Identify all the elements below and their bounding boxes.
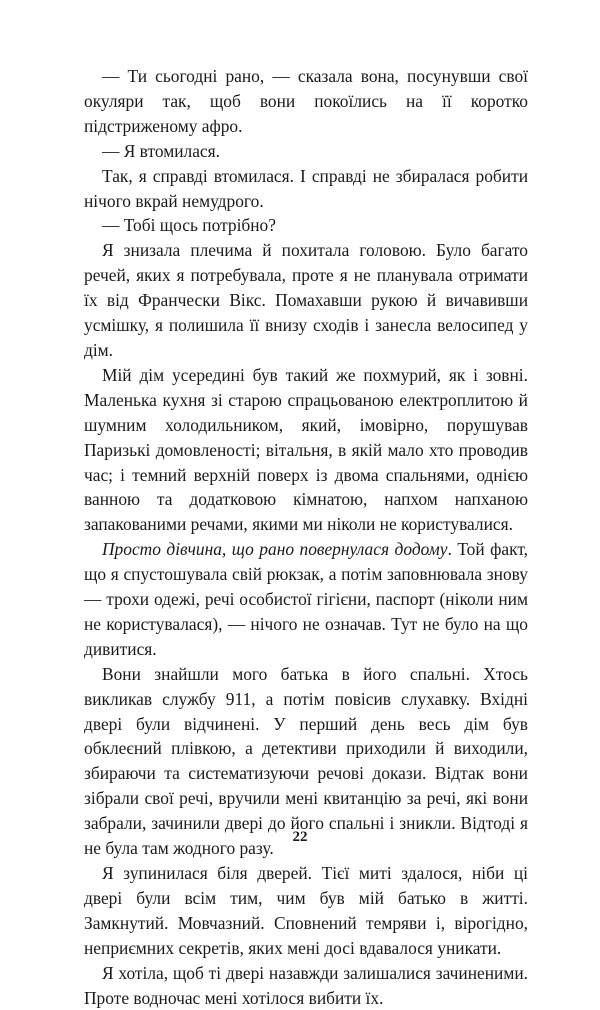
paragraph-9: Я зупинилася біля дверей. Тієї миті здалося, ніби ці двері були всім тим, чим був мій батько в житті. Замкнутий. Мовчазний. Сповнений темряви і, вірогідно, неприємних секретів, яких мені досі вдавалося уникати. [84,863,528,958]
paragraph-8: Вони знайшли мого батька в його спальні. Хтось викликав службу 911, а потім повісив слухавку. Вхідні двері були відчинені. У перший день весь дім був обклеєний плівкою, а детективи приходили й виходили, збираючи та систематизуючи речові докази. Відтак вони зібрали свої речі, вручили мені квитанцію за речі, які вони забрали, зачинили двері до його спальні і зникли. Відтоді я не була там жодного разу. [84,663,528,859]
paragraph-1: — Ти сьогодні рано, — сказала вона, посунувши свої окуляри так, щоб вони покоїлись на її коротко підстриженому афро. [84,66,528,136]
paragraph-2: — Я втомилася. [102,140,220,161]
page-body-text [84,64,528,1010]
paragraph-4: — Тобі щось потрібно? [102,215,276,236]
paragraph-7-text: . Той факт, що я спустошувала свій рюкзак, а потім заповнювала знову — трохи одежі, речі особистої гігієни, паспорт (ніколи ним не користувалася), — нічого не означав. Тут не було на що дивитися. [84,539,528,659]
paragraph-7 [84,537,528,662]
page-number: 22 [292,829,308,845]
paragraph-5: Я знизала плечима й похитала головою. Було багато речей, яких я потребувала, проте я не планувала отримати їх від Франчески Вікс. Помахавши рукою й вичавивши усмішку, я полишила її внизу сходів і занесла велосипед у дім. [84,240,528,360]
paragraph-10: Я хотіла, щоб ті двері назавжди залишалися зачиненими. Проте водночас мені хотілося вибити їх. [84,962,528,1008]
paragraph-3: Так, я справді втомилася. І справді не збиралася робити нічого вкрай немудрого. [84,165,528,211]
paragraph-7-italic-phrase: Просто дівчина, що рано повернулася додому [102,539,448,560]
paragraph-6: Мій дім усередині був такий же похмурий, як і зовні. Маленька кухня зі старою спрацьованою електроплитою й шумним холодильником, який, імовірно, порушував Паризькі домовленості; вітальня, в якій мало хто проводив час; і темний верхній поверх із двома спальнями, однією ванною та додатковою кімнатою, напхом напханою запакованими речами, якими ми ніколи не користувалися. [84,364,528,535]
